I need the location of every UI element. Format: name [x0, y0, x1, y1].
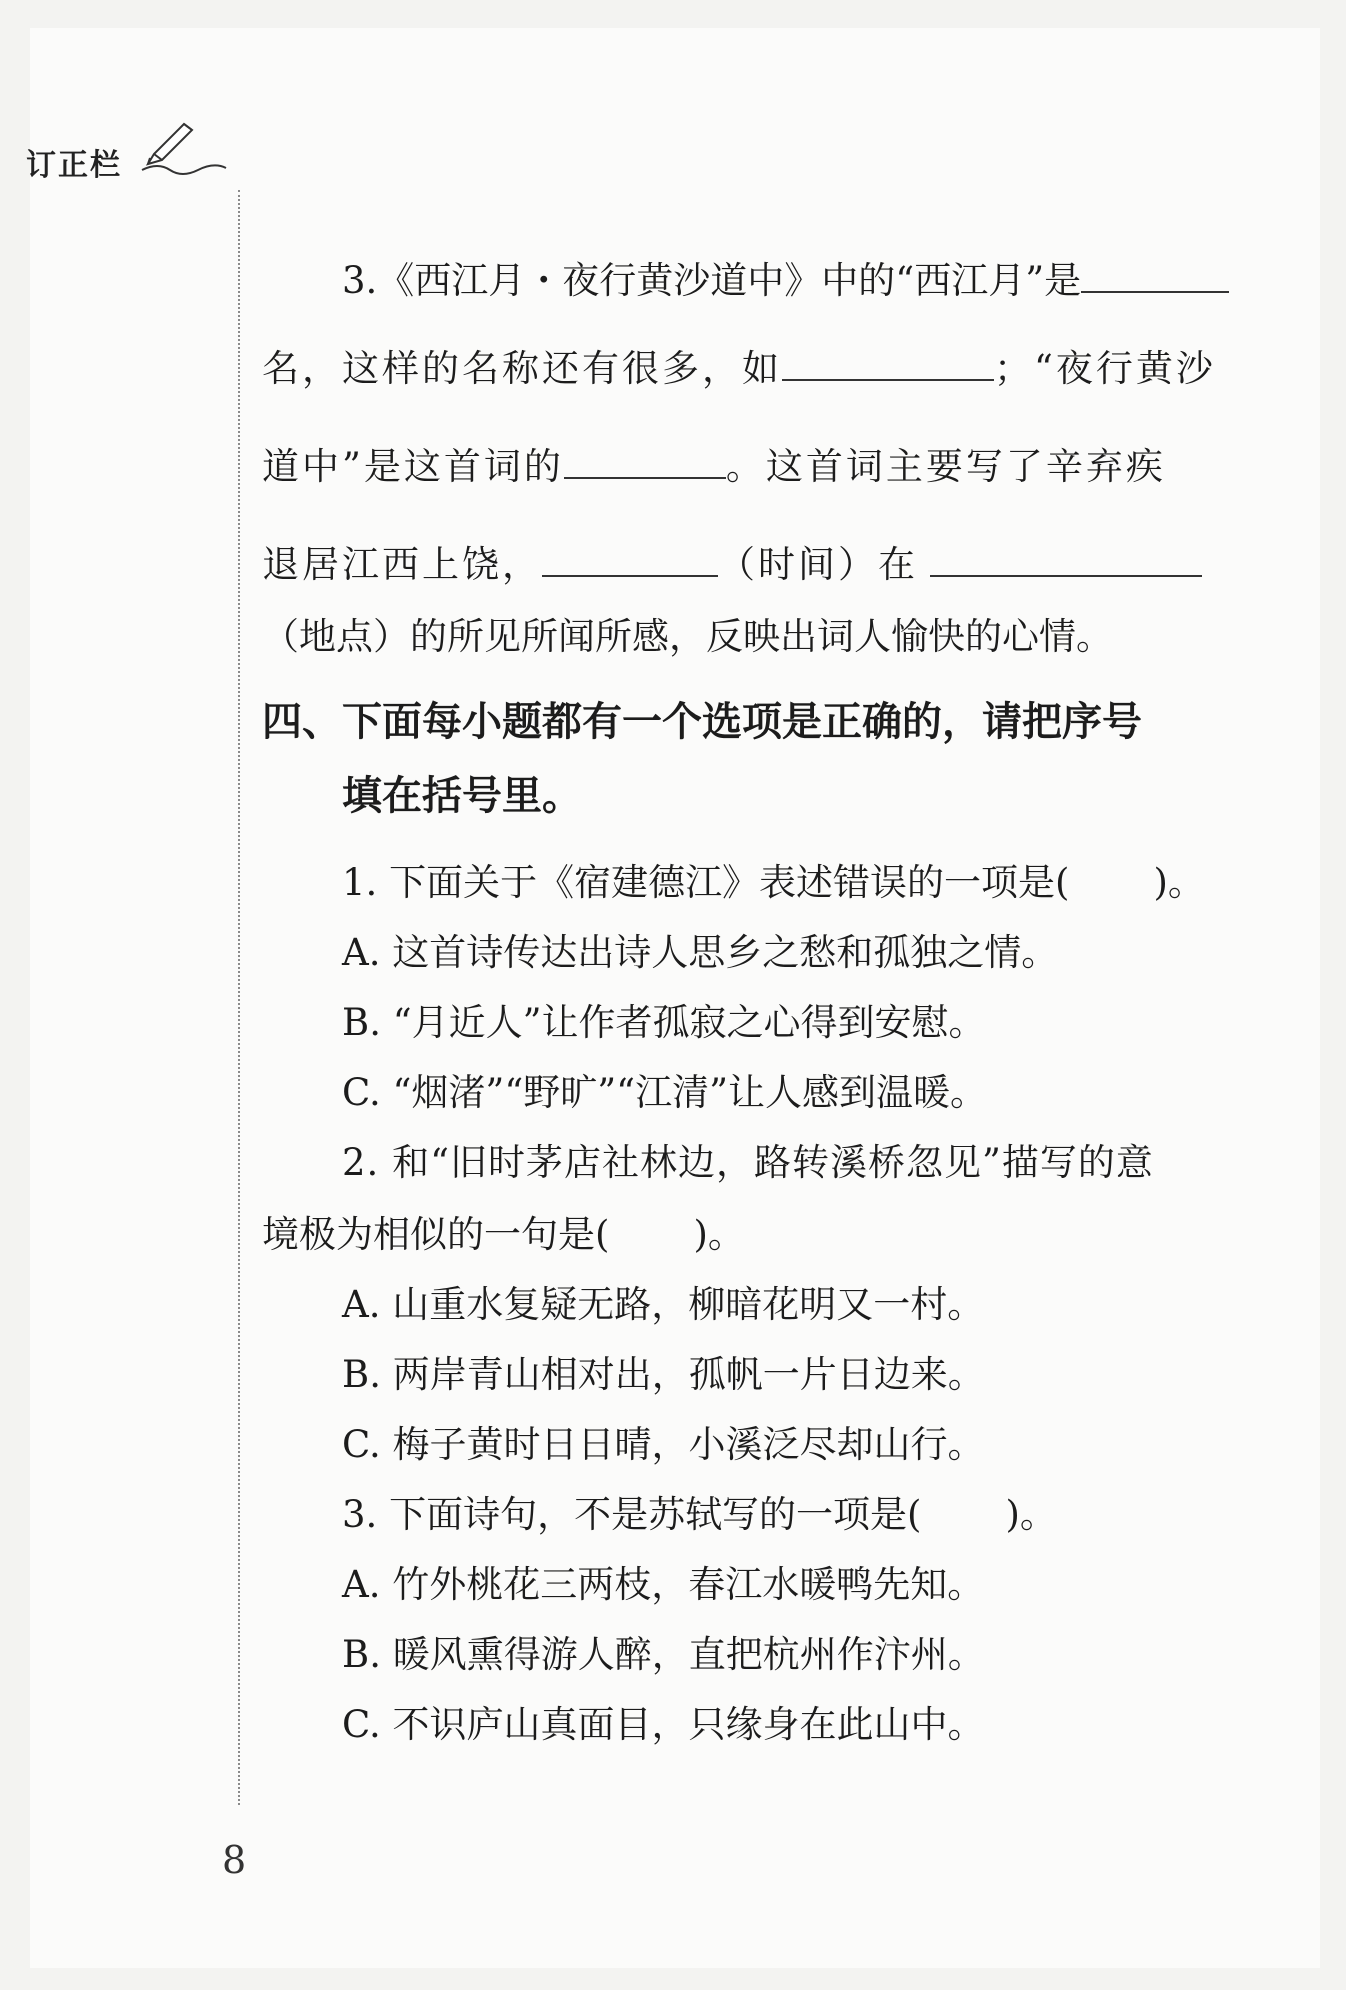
pencil-icon [140, 120, 230, 178]
q3-line-2: 名，这样的名称还有很多，如 ；“夜行黄沙 [262, 338, 1216, 392]
answer-blank-3[interactable] [564, 437, 726, 479]
mc-q2-stem-line-2: 境极为相似的一句是( )。 [262, 1213, 745, 1256]
answer-blank-1[interactable] [1081, 251, 1229, 293]
mc-q3-option-b: B. 暖风熏得游人醉，直把杭州作汴州。 [342, 1633, 985, 1676]
answer-blank-5[interactable] [930, 535, 1202, 577]
mc-q1-stem: 1. 下面关于《宿建德江》表述错误的一项是( )。 [342, 861, 1205, 904]
mc-q2-option-a: A. 山重水复疑无路，柳暗花明又一村。 [342, 1283, 985, 1326]
answer-blank-4[interactable] [542, 535, 718, 577]
mc-q1-option-a: A. 这首诗传达出诗人思乡之愁和孤独之情。 [342, 931, 1059, 974]
mc-q3-option-c: C. 不识庐山真面目，只缘身在此山中。 [342, 1703, 985, 1746]
section-4-heading-line-1: 四、下面每小题都有一个选项是正确的，请把序号 [262, 699, 1142, 745]
q3-line-4: 退居江西上饶， （时间）在 [262, 534, 1202, 588]
mc-q1-option-b: B. “月近人”让作者孤寂之心得到安慰。 [342, 1001, 986, 1044]
mc-q2-option-c: C. 梅子黄时日日晴，小溪泛尽却山行。 [342, 1423, 985, 1466]
mc-q3-stem: 3. 下面诗句，不是苏轼写的一项是( )。 [342, 1493, 1057, 1536]
mc-q2-option-b: B. 两岸青山相对出，孤帆一片日边来。 [342, 1353, 985, 1396]
margin-divider [238, 190, 240, 1805]
q3-line-3: 道中”是这首词的 。这首词主要写了辛弃疾 [262, 436, 1166, 490]
section-4-heading-line-2: 填在括号里。 [342, 773, 582, 819]
mc-q3-option-a: A. 竹外桃花三两枝，春江水暖鸭先知。 [342, 1563, 985, 1606]
page-number: 8 [222, 1838, 247, 1882]
q3-line-5: （地点）的所见所闻所感，反映出词人愉快的心情。 [262, 615, 1113, 658]
correction-column-label: 订正栏 [26, 148, 122, 183]
mc-q2-stem-line-1: 2. 和“旧时茅店社林边，路转溪桥忽见”描写的意 [342, 1141, 1154, 1184]
answer-blank-2[interactable] [782, 339, 994, 381]
q3-line-1: 3.《西江月・夜行黄沙道中》中的“西江月”是 [342, 250, 1229, 304]
mc-q1-option-c: C. “烟渚”“野旷”“江清”让人感到温暖。 [342, 1071, 988, 1114]
